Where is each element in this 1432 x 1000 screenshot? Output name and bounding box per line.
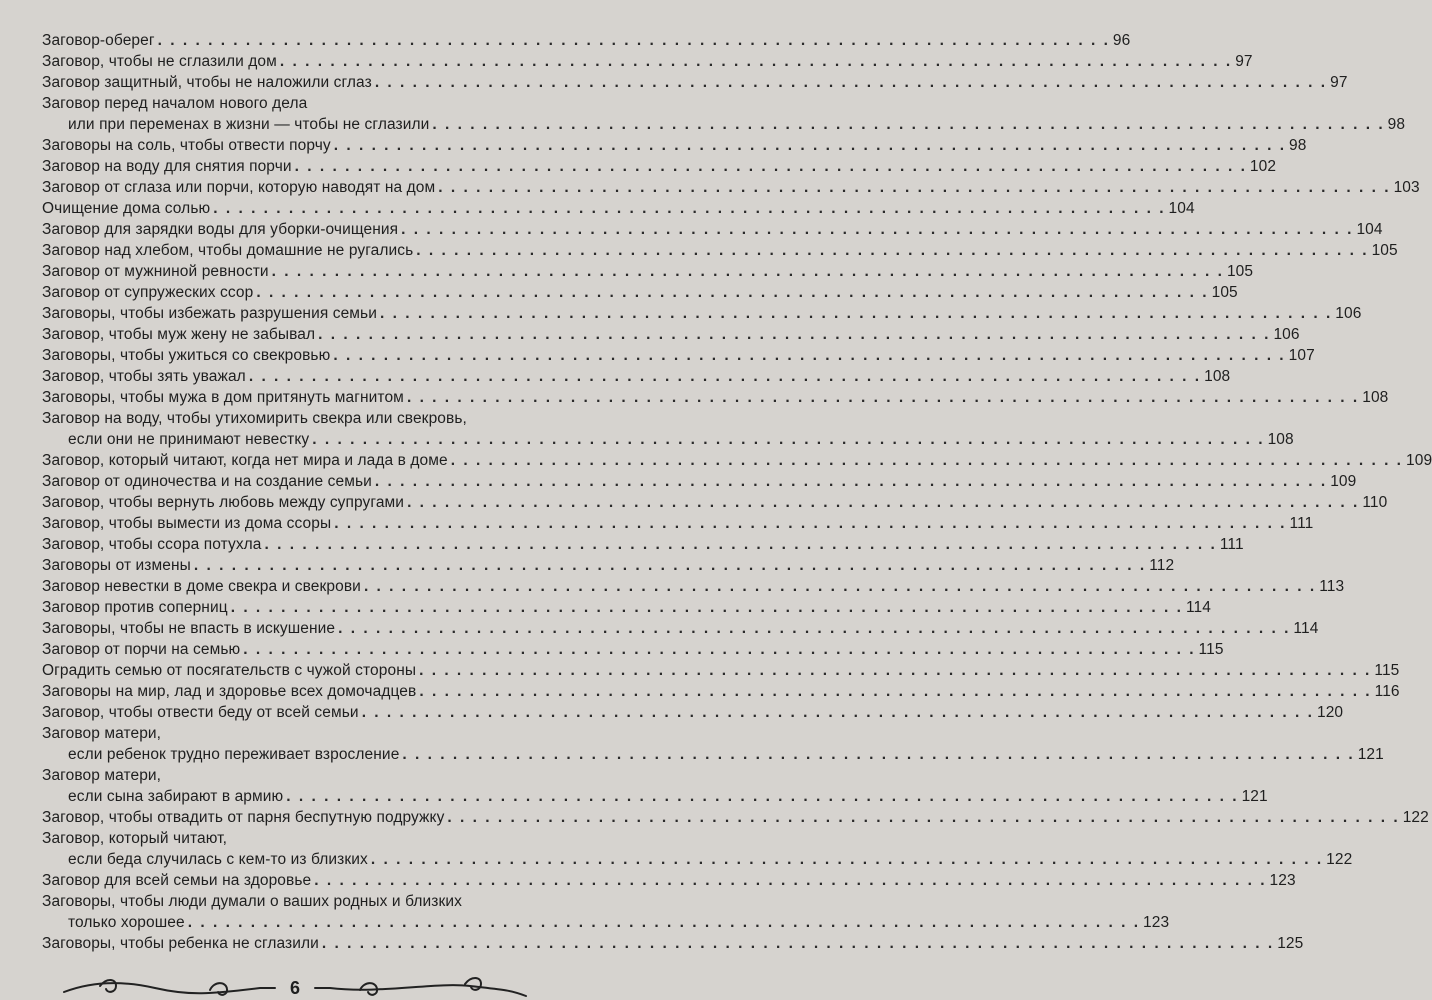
toc-page-number: 106	[1273, 326, 1300, 343]
toc-entry-title: Заговоры, чтобы ужиться со свекровью	[42, 347, 331, 364]
toc-entry-line	[42, 282, 1238, 303]
toc-entry-line	[42, 639, 1224, 660]
toc-leader-dots	[416, 240, 1368, 261]
toc-entry-line	[42, 681, 1400, 702]
toc-entry-line	[42, 366, 1231, 387]
toc-page-number: 125	[1277, 935, 1304, 952]
toc-entry-title: Заговор матери,	[42, 767, 162, 784]
toc-page-number: 97	[1330, 74, 1348, 91]
toc-leader-dots	[249, 366, 1201, 387]
toc-entry-line	[42, 387, 1389, 408]
toc-leader-dots	[312, 429, 1264, 450]
toc-entry-title: Заговор, чтобы ссора потухла	[42, 536, 262, 553]
toc-page-number: 120	[1316, 704, 1344, 721]
toc-page-number: 98	[1387, 116, 1406, 133]
toc-page-number: 114	[1185, 599, 1211, 616]
toc-entry	[42, 387, 1389, 408]
page-number: 6	[282, 978, 308, 999]
toc-entry-title: Заговор против соперниц	[42, 599, 228, 616]
toc-leader-dots	[194, 555, 1146, 576]
toc-entry-title: Заговор, чтобы вернуть любовь между супругами	[42, 494, 405, 511]
toc-entry-title: если сына забирают в армию	[68, 788, 284, 805]
toc-leader-dots	[432, 114, 1384, 135]
toc-leader-dots	[334, 513, 1286, 534]
toc-leader-dots	[314, 870, 1266, 891]
toc-entry-line	[42, 135, 1307, 156]
toc-entry	[42, 555, 1175, 576]
toc-entry-line	[42, 240, 1398, 261]
toc-page-number: 105	[1211, 284, 1238, 301]
toc-leader-dots	[407, 492, 1359, 513]
toc-entry-title: Заговор для зарядки воды для уборки-очищения	[42, 221, 399, 238]
toc-leader-dots	[213, 198, 1165, 219]
toc-entry	[42, 345, 1315, 366]
toc-entry-line	[42, 471, 1357, 492]
toc-entry	[42, 471, 1357, 492]
toc-leader-dots	[364, 576, 1316, 597]
toc-leader-dots	[375, 471, 1327, 492]
toc-leader-dots	[402, 744, 1354, 765]
toc-entry-title: Заговор на воду, чтобы утихомирить свекра или свекровь,	[42, 410, 467, 427]
toc-entry-line	[42, 492, 1388, 513]
toc-page-number: 121	[1241, 788, 1268, 805]
toc-entry-line	[42, 114, 1406, 135]
toc-entry-line	[42, 408, 555, 429]
toc-entry-line	[42, 744, 1384, 765]
toc-page-number: 122	[1326, 851, 1353, 868]
ornament-right-curve	[315, 985, 526, 996]
toc-leader-dots	[334, 135, 1286, 156]
toc-entry-title: Заговоры, чтобы люди думали о ваших родных и близких	[42, 893, 462, 910]
toc-entry-title: Заговоры от измены	[42, 557, 191, 574]
toc-leader-dots	[188, 912, 1140, 933]
toc-entry	[42, 870, 1296, 891]
toc-entry-title: Заговор, чтобы не сглазили дом	[42, 53, 277, 70]
toc-entry	[42, 30, 1131, 51]
toc-entry-line	[42, 912, 1170, 933]
toc-entry-title: Заговор от супружеских ссор	[42, 284, 254, 301]
toc-entry-title: Заговоры, чтобы мужа в дом притянуть магнитом	[42, 389, 404, 406]
toc-entry-title: Заговор перед началом нового дела	[42, 95, 308, 112]
toc-entry-title: если беда случилась с кем-то из близких	[68, 851, 368, 868]
toc-entry-line	[42, 618, 1319, 639]
toc-page-number: 96	[1112, 32, 1131, 49]
toc-entry-title: Заговор для всей семьи на здоровье	[42, 872, 312, 889]
toc-page-number: 105	[1226, 263, 1254, 280]
toc-leader-dots	[265, 534, 1217, 555]
ornament-left-curve	[64, 983, 275, 993]
toc-entry-title: Заговор над хлебом, чтобы домашние не ругались	[42, 242, 414, 259]
toc-entry-line	[42, 723, 555, 744]
toc-entry	[42, 240, 1398, 261]
toc-leader-dots	[231, 597, 1183, 618]
toc-entry-title: Очищение дома солью	[42, 200, 211, 217]
toc-entry-line	[42, 891, 555, 912]
toc-entry-line	[42, 219, 1383, 240]
toc-leader-dots	[375, 72, 1327, 93]
toc-page-number: 111	[1289, 515, 1314, 532]
ornament-right-swirl-2	[465, 978, 481, 990]
toc-entry-title: Заговор от порчи на семью	[42, 641, 241, 658]
toc-entry	[42, 366, 1231, 387]
toc-entry	[42, 618, 1319, 639]
toc-page-number: 104	[1168, 200, 1195, 217]
toc-leader-dots	[322, 933, 1274, 954]
toc-entry-line	[42, 870, 1296, 891]
toc-entry-title: Заговоры, чтобы избежать разрушения семьи	[42, 305, 377, 322]
toc-entry-title: Заговор, который читают,	[42, 830, 227, 847]
toc-entry-line	[42, 807, 1429, 828]
toc-entry	[42, 576, 1345, 597]
toc-leader-dots	[256, 282, 1208, 303]
toc-entry	[42, 219, 1383, 240]
toc-page-number: 103	[1393, 179, 1420, 196]
toc-entry	[42, 93, 1406, 135]
toc-entry	[42, 261, 1254, 282]
toc-leader-dots	[286, 786, 1238, 807]
toc-entry-line	[42, 324, 1300, 345]
toc-page-number: 97	[1235, 53, 1253, 70]
toc-page-number: 107	[1288, 347, 1315, 364]
toc-entry	[42, 891, 1170, 933]
toc-entry-title: Заговор защитный, чтобы не наложили сглаз	[42, 74, 372, 91]
toc-page-number: 115	[1198, 641, 1224, 658]
toc-entry-title: Заговоры на мир, лад и здоровье всех домочадцев	[42, 683, 417, 700]
toc-entry-line	[42, 660, 1400, 681]
toc-page-number: 102	[1249, 158, 1277, 175]
toc-entry-line	[42, 345, 1315, 366]
toc-leader-dots	[318, 324, 1270, 345]
toc-entry	[42, 408, 1294, 450]
toc-entry	[42, 660, 1400, 681]
toc-entry	[42, 807, 1429, 828]
toc-entry	[42, 450, 1432, 471]
toc-entry-line	[42, 555, 1175, 576]
toc-page-number: 105	[1371, 242, 1398, 259]
toc-page-number: 108	[1204, 368, 1231, 385]
toc-entry-line	[42, 303, 1362, 324]
toc-entry-line	[42, 177, 1420, 198]
toc-leader-dots	[447, 807, 1399, 828]
toc-entry-line	[42, 51, 1253, 72]
toc-page-number: 98	[1289, 137, 1307, 154]
toc-entry-line	[42, 597, 1211, 618]
toc-page-number: 113	[1319, 578, 1345, 595]
toc-entry-title: если ребенок трудно переживает взросление	[68, 746, 400, 763]
toc-leader-dots	[419, 660, 1371, 681]
toc-entry	[42, 198, 1195, 219]
toc-page-number: 123	[1143, 914, 1170, 931]
toc-page-number: 110	[1362, 494, 1388, 511]
toc-entry	[42, 702, 1344, 723]
toc-entry	[42, 513, 1314, 534]
toc-leader-dots	[280, 51, 1232, 72]
toc-entry-line	[42, 786, 1268, 807]
toc-entry-title: Заговор матери,	[42, 725, 162, 742]
ornament-left-swirl	[100, 980, 116, 992]
toc-page-number: 106	[1335, 305, 1362, 322]
toc-entry-line	[42, 513, 1314, 534]
toc-page-number: 121	[1357, 746, 1384, 763]
toc-entry-title: Заговор от сглаза или порчи, которую наводят на дом	[42, 179, 436, 196]
toc-entry-title: Заговор от мужниной ревности	[42, 263, 269, 280]
toc-entry	[42, 723, 1384, 765]
toc-leader-dots	[243, 639, 1195, 660]
toc-page-number: 109	[1330, 473, 1357, 490]
toc-entry-title: Заговор от одиночества и на создание семьи	[42, 473, 372, 490]
toc-entry-title: Заговор, который читают, когда нет мира и лада в доме	[42, 452, 448, 469]
toc-entry-line	[42, 93, 555, 114]
toc-entry	[42, 681, 1400, 702]
toc-page-number: 123	[1269, 872, 1296, 889]
toc-leader-dots	[338, 618, 1290, 639]
toc-entry-title: Заговоры, чтобы ребенка не сглазили	[42, 935, 319, 952]
toc-entry-line	[42, 429, 1294, 450]
toc-entry	[42, 51, 1253, 72]
toc-page-number: 111	[1219, 536, 1244, 553]
toc-entry	[42, 765, 1268, 807]
toc-leader-dots	[158, 30, 1110, 51]
toc-entry-line	[42, 933, 1304, 954]
toc-entry-line	[42, 849, 1353, 870]
toc-entry-title: Заговоры, чтобы не впасть в искушение	[42, 620, 336, 637]
toc-leader-dots	[333, 345, 1285, 366]
toc-entry	[42, 282, 1238, 303]
toc-page-number: 109	[1406, 452, 1432, 469]
toc-entry-line	[42, 576, 1345, 597]
toc-entry-title: Заговор, чтобы отвести беду от всей семьи	[42, 704, 359, 721]
toc-entry	[42, 828, 1353, 870]
toc-entry	[42, 177, 1420, 198]
toc-leader-dots	[272, 261, 1224, 282]
toc-entry	[42, 324, 1300, 345]
toc-leader-dots	[407, 387, 1359, 408]
toc-entry-line	[42, 72, 1348, 93]
toc-leader-dots	[438, 177, 1390, 198]
toc-page-number: 114	[1293, 620, 1319, 637]
toc-entry-line	[42, 261, 1254, 282]
toc-entry	[42, 639, 1224, 660]
toc-entry-title: Оградить семью от посягательств с чужой стороны	[42, 662, 417, 679]
toc-entry	[42, 156, 1277, 177]
toc-entry-line	[42, 30, 1131, 51]
toc-entry	[42, 597, 1211, 618]
toc-leader-dots	[451, 450, 1403, 471]
toc-leader-dots	[362, 702, 1314, 723]
toc-entry-line	[42, 450, 1432, 471]
toc-entry	[42, 534, 1244, 555]
toc-entry-title: Заговор, чтобы отвадить от парня беспутную подружку	[42, 809, 445, 826]
toc-leader-dots	[371, 849, 1323, 870]
toc-entry-title: если они не принимают невестку	[68, 431, 310, 448]
toc-page-number: 108	[1362, 389, 1389, 406]
toc-page-number: 115	[1374, 662, 1400, 679]
toc-entry-title: Заговор, чтобы зять уважал	[42, 368, 246, 385]
toc-entry	[42, 135, 1307, 156]
toc-page-number: 104	[1356, 221, 1383, 238]
toc-entry-line	[42, 156, 1277, 177]
toc-leader-dots	[295, 156, 1247, 177]
toc-entry-title: Заговор невестки в доме свекра и свекрови	[42, 578, 361, 595]
toc-leader-dots	[419, 681, 1371, 702]
toc-entry-title: только хорошее	[68, 914, 185, 931]
toc-entry-line	[42, 765, 555, 786]
toc-page-number: 112	[1149, 557, 1175, 574]
toc-entry	[42, 303, 1362, 324]
toc-entry-title: или при переменах в жизни — чтобы не сглазили	[68, 116, 430, 133]
toc-page-number: 116	[1374, 683, 1400, 700]
page-footer	[60, 968, 530, 1000]
toc-entry	[42, 492, 1388, 513]
toc-entry-title: Заговор, чтобы муж жену не забывал	[42, 326, 316, 343]
toc-entry-title: Заговор на воду для снятия порчи	[42, 158, 292, 175]
toc-leader-dots	[401, 219, 1353, 240]
toc-entry-line	[42, 534, 1244, 555]
toc-entry-line	[42, 702, 1344, 723]
toc-entry-line	[42, 198, 1195, 219]
toc-entry-line	[42, 828, 555, 849]
toc-page-number: 108	[1267, 431, 1294, 448]
toc-entry-title: Заговор-оберег	[42, 32, 155, 49]
toc-entry	[42, 72, 1348, 93]
toc-entry-title: Заговоры на соль, чтобы отвести порчу	[42, 137, 331, 154]
toc-entry	[42, 933, 1304, 954]
table-of-contents	[42, 30, 1432, 954]
toc-leader-dots	[380, 303, 1332, 324]
toc-entry-title: Заговор, чтобы вымести из дома ссоры	[42, 515, 332, 532]
toc-page-number: 122	[1402, 809, 1429, 826]
